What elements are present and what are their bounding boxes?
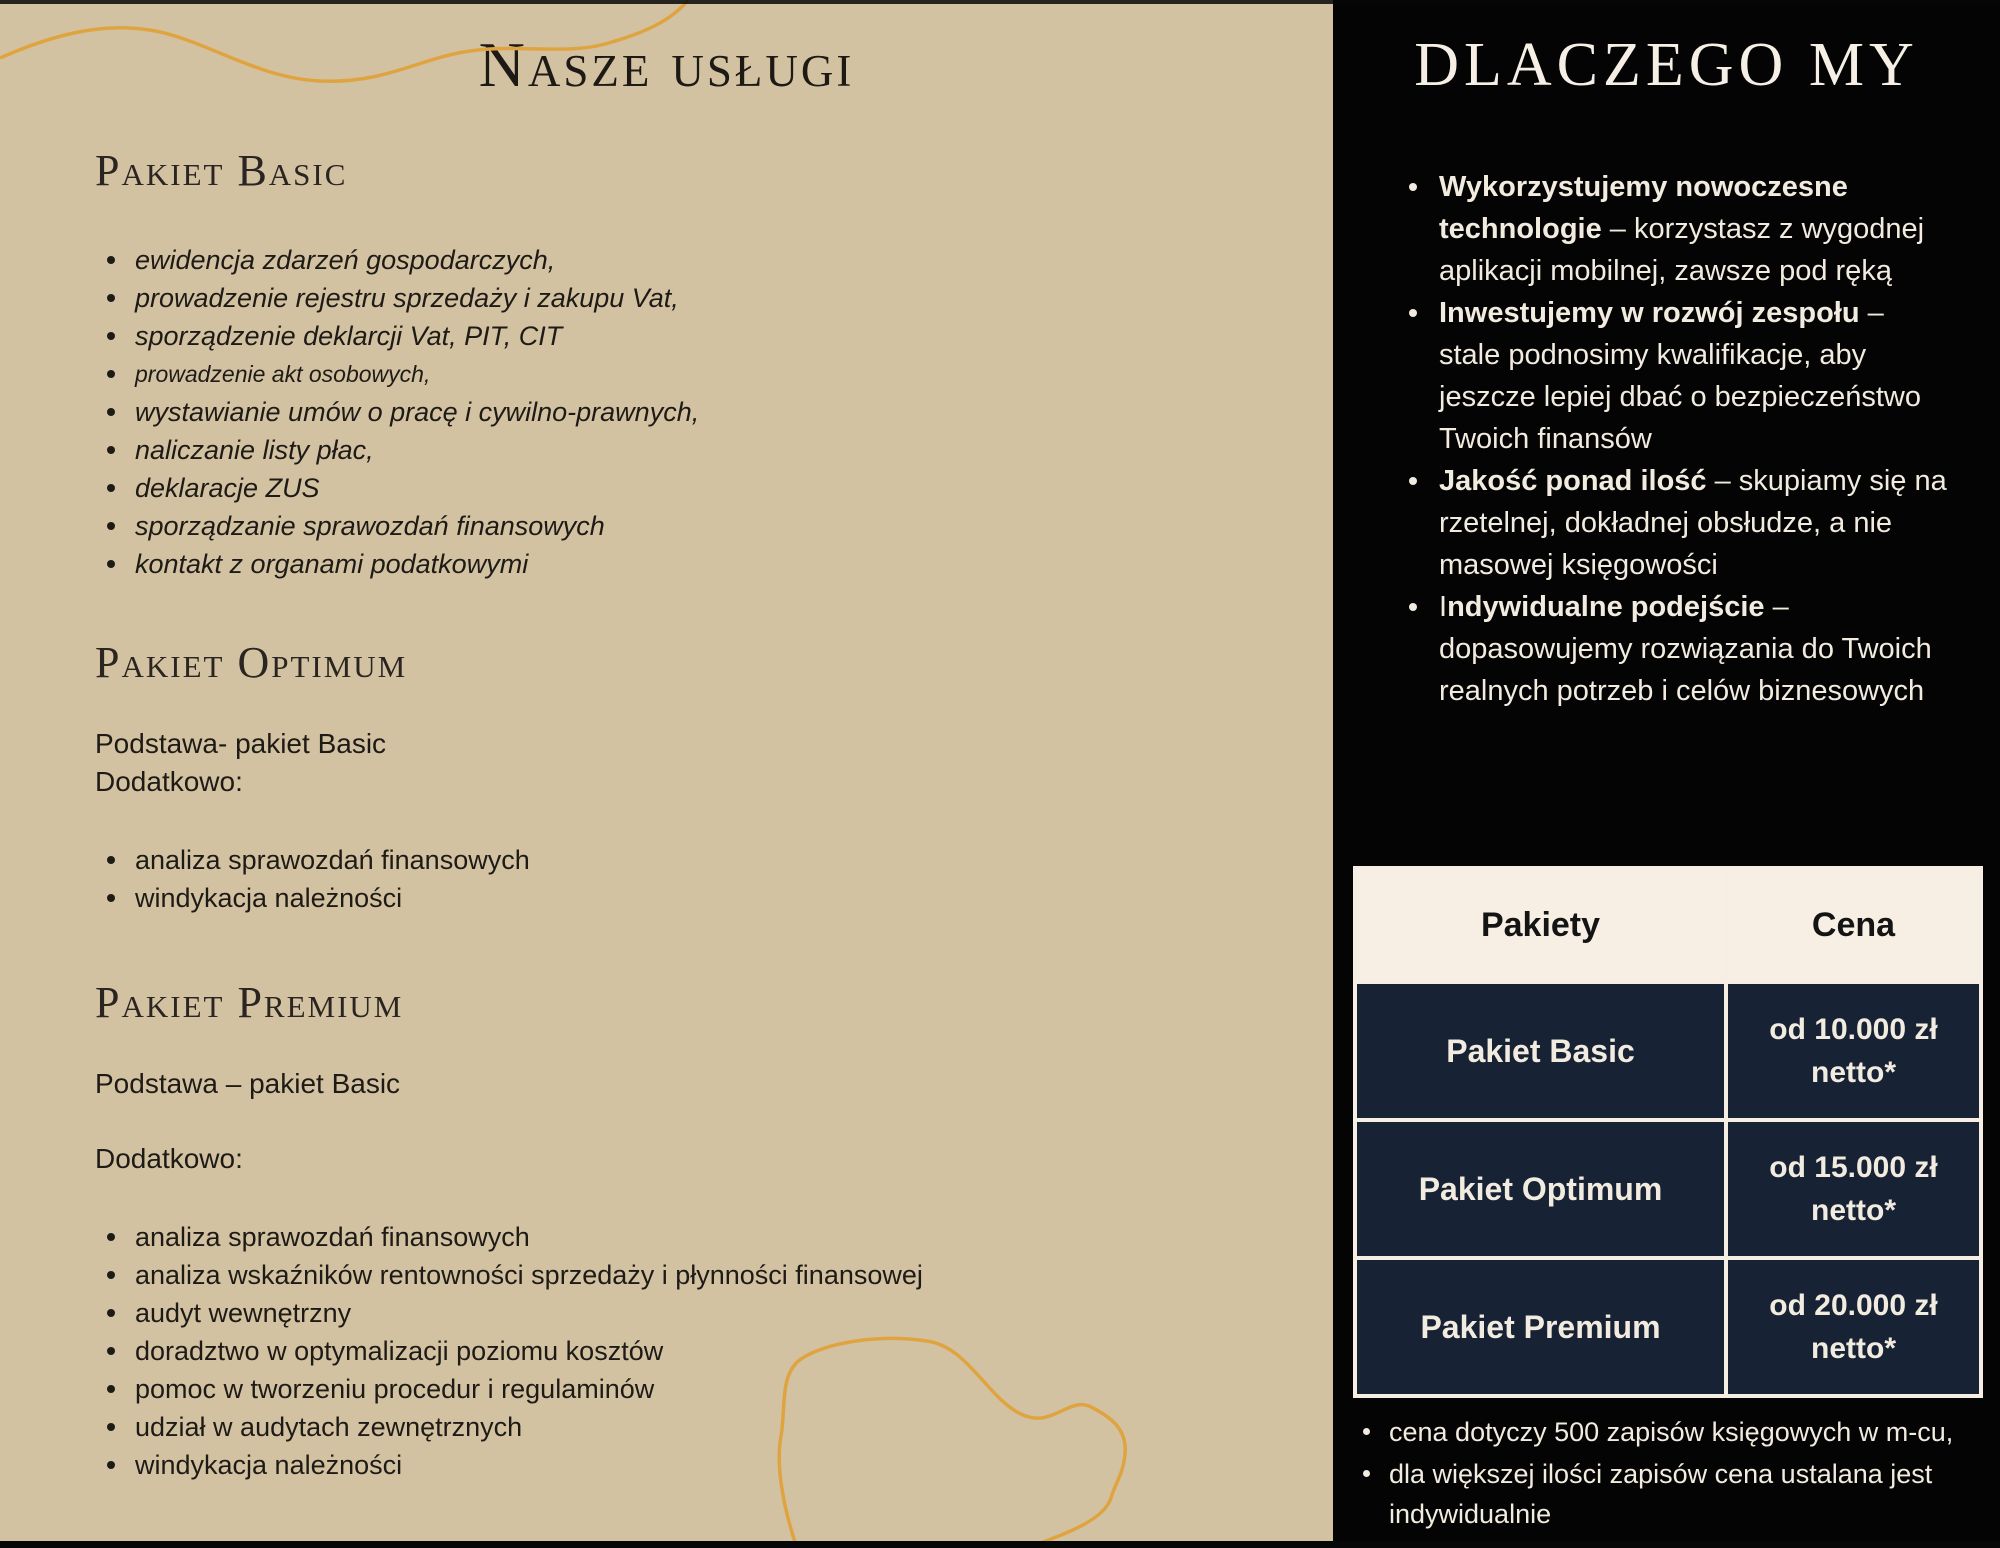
premium-services-list — [95, 1218, 1275, 1484]
list-item: analiza sprawozdań finansowych — [95, 841, 1275, 879]
list-item: sporządzenie deklarcji Vat, PIT, CIT — [95, 317, 1275, 355]
table-cell-price: od 20.000 zł netto* — [1728, 1260, 1979, 1394]
list-item: prowadzenie akt osobowych, — [95, 355, 1275, 393]
list-item — [1403, 460, 1948, 586]
list-item: analiza wskaźników rentowności sprzedaży i płynności finansowej — [95, 1256, 1275, 1294]
list-item: cena dotyczy 500 zapisów księgowych w m-cu, — [1357, 1412, 1982, 1452]
table-header-price: Cena — [1728, 870, 1979, 980]
section-heading-premium: Pakiet Premium — [95, 978, 404, 1027]
section-pakiet-basic — [95, 146, 1275, 583]
list-item — [1403, 166, 1948, 292]
premium-intro-additional: Dodatkowo: — [95, 1142, 243, 1174]
list-item: windykacja należności — [95, 879, 1275, 917]
bullet-bold-text: Wykorzystujemy nowoczesne technologie — [1439, 171, 1848, 245]
premium-intro-base: Podstawa – pakiet Basic — [95, 1067, 401, 1099]
page-title-why-us: DLACZEGO MY — [1414, 31, 1919, 99]
bottom-edge-strip — [0, 1541, 2000, 1548]
section-heading-optimum: Pakiet Optimum — [95, 638, 408, 687]
table-cell-package: Pakiet Premium — [1357, 1260, 1724, 1394]
table-cell-price: od 10.000 zł netto* — [1728, 984, 1979, 1118]
list-item: analiza sprawozdań finansowych — [95, 1218, 1275, 1256]
list-item: wystawianie umów o pracę i cywilno-prawnych, — [95, 393, 1275, 431]
list-item: deklaracje ZUS — [95, 469, 1275, 507]
table-cell-package: Pakiet Optimum — [1357, 1122, 1724, 1256]
list-item: prowadzenie rejestru sprzedaży i zakupu Vat, — [95, 279, 1275, 317]
optimum-intro-additional: Dodatkowo: — [95, 765, 243, 797]
list-item: udział w audytach zewnętrznych — [95, 1408, 1275, 1446]
bullet-bold-text: Inwestujemy w rozwój zespołu — [1439, 297, 1860, 329]
price-table — [1353, 866, 1983, 1398]
table-cell-package: Pakiet Basic — [1357, 984, 1724, 1118]
bullet-rest-text: – dopasowujemy rozwiązania do Twoich realnych potrzeb i celów biznesowych — [1439, 591, 1932, 707]
basic-services-list — [95, 241, 1275, 583]
list-item: sporządzanie sprawozdań finansowych — [95, 507, 1275, 545]
why-us-list — [1403, 166, 1948, 712]
optimum-services-list — [95, 841, 1275, 917]
list-item: dla większej ilości zapisów cena ustalana jest indywidualnie — [1357, 1454, 1982, 1534]
bullet-prefix: I — [1439, 591, 1448, 623]
bullet-rest-text: – korzystasz z wygodnej aplikacji mobilnej, zawsze pod ręką — [1439, 213, 1925, 287]
section-heading-basic: Pakiet Basic — [95, 146, 348, 195]
top-edge-strip — [0, 0, 2000, 4]
bullet-rest-text: – stale podnosimy kwalifikacje, aby jeszcze lepiej dbać o bezpieczeństwo Twoich finansów — [1439, 297, 1921, 455]
list-item: naliczanie listy płac, — [95, 431, 1275, 469]
list-item — [1403, 586, 1948, 712]
list-item: doradztwo w optymalizacji poziomu kosztów — [95, 1332, 1275, 1370]
bullet-bold-text: Jakość ponad ilość — [1439, 465, 1707, 497]
section-pakiet-optimum — [95, 638, 1275, 917]
optimum-intro-base: Podstawa- pakiet Basic — [95, 727, 387, 759]
price-footnotes — [1357, 1412, 1982, 1536]
list-item: audyt wewnętrzny — [95, 1294, 1275, 1332]
list-item — [1403, 292, 1948, 460]
table-header-packages: Pakiety — [1357, 870, 1724, 980]
table-cell-price: od 15.000 zł netto* — [1728, 1122, 1979, 1256]
page-title-services: Nasze usługi — [478, 29, 855, 100]
why-us-panel — [1333, 0, 2000, 1548]
bullet-bold-text: ndywidualne podejście — [1447, 591, 1765, 623]
bullet-rest-text: – skupiamy się na rzetelnej, dokładnej obsłudze, a nie masowej księgowości — [1439, 465, 1947, 581]
list-item: windykacja należności — [95, 1446, 1275, 1484]
list-item: kontakt z organami podatkowymi — [95, 545, 1275, 583]
section-pakiet-premium — [95, 978, 1275, 1484]
list-item: pomoc w tworzeniu procedur i regulaminów — [95, 1370, 1275, 1408]
list-item: ewidencja zdarzeń gospodarczych, — [95, 241, 1275, 279]
